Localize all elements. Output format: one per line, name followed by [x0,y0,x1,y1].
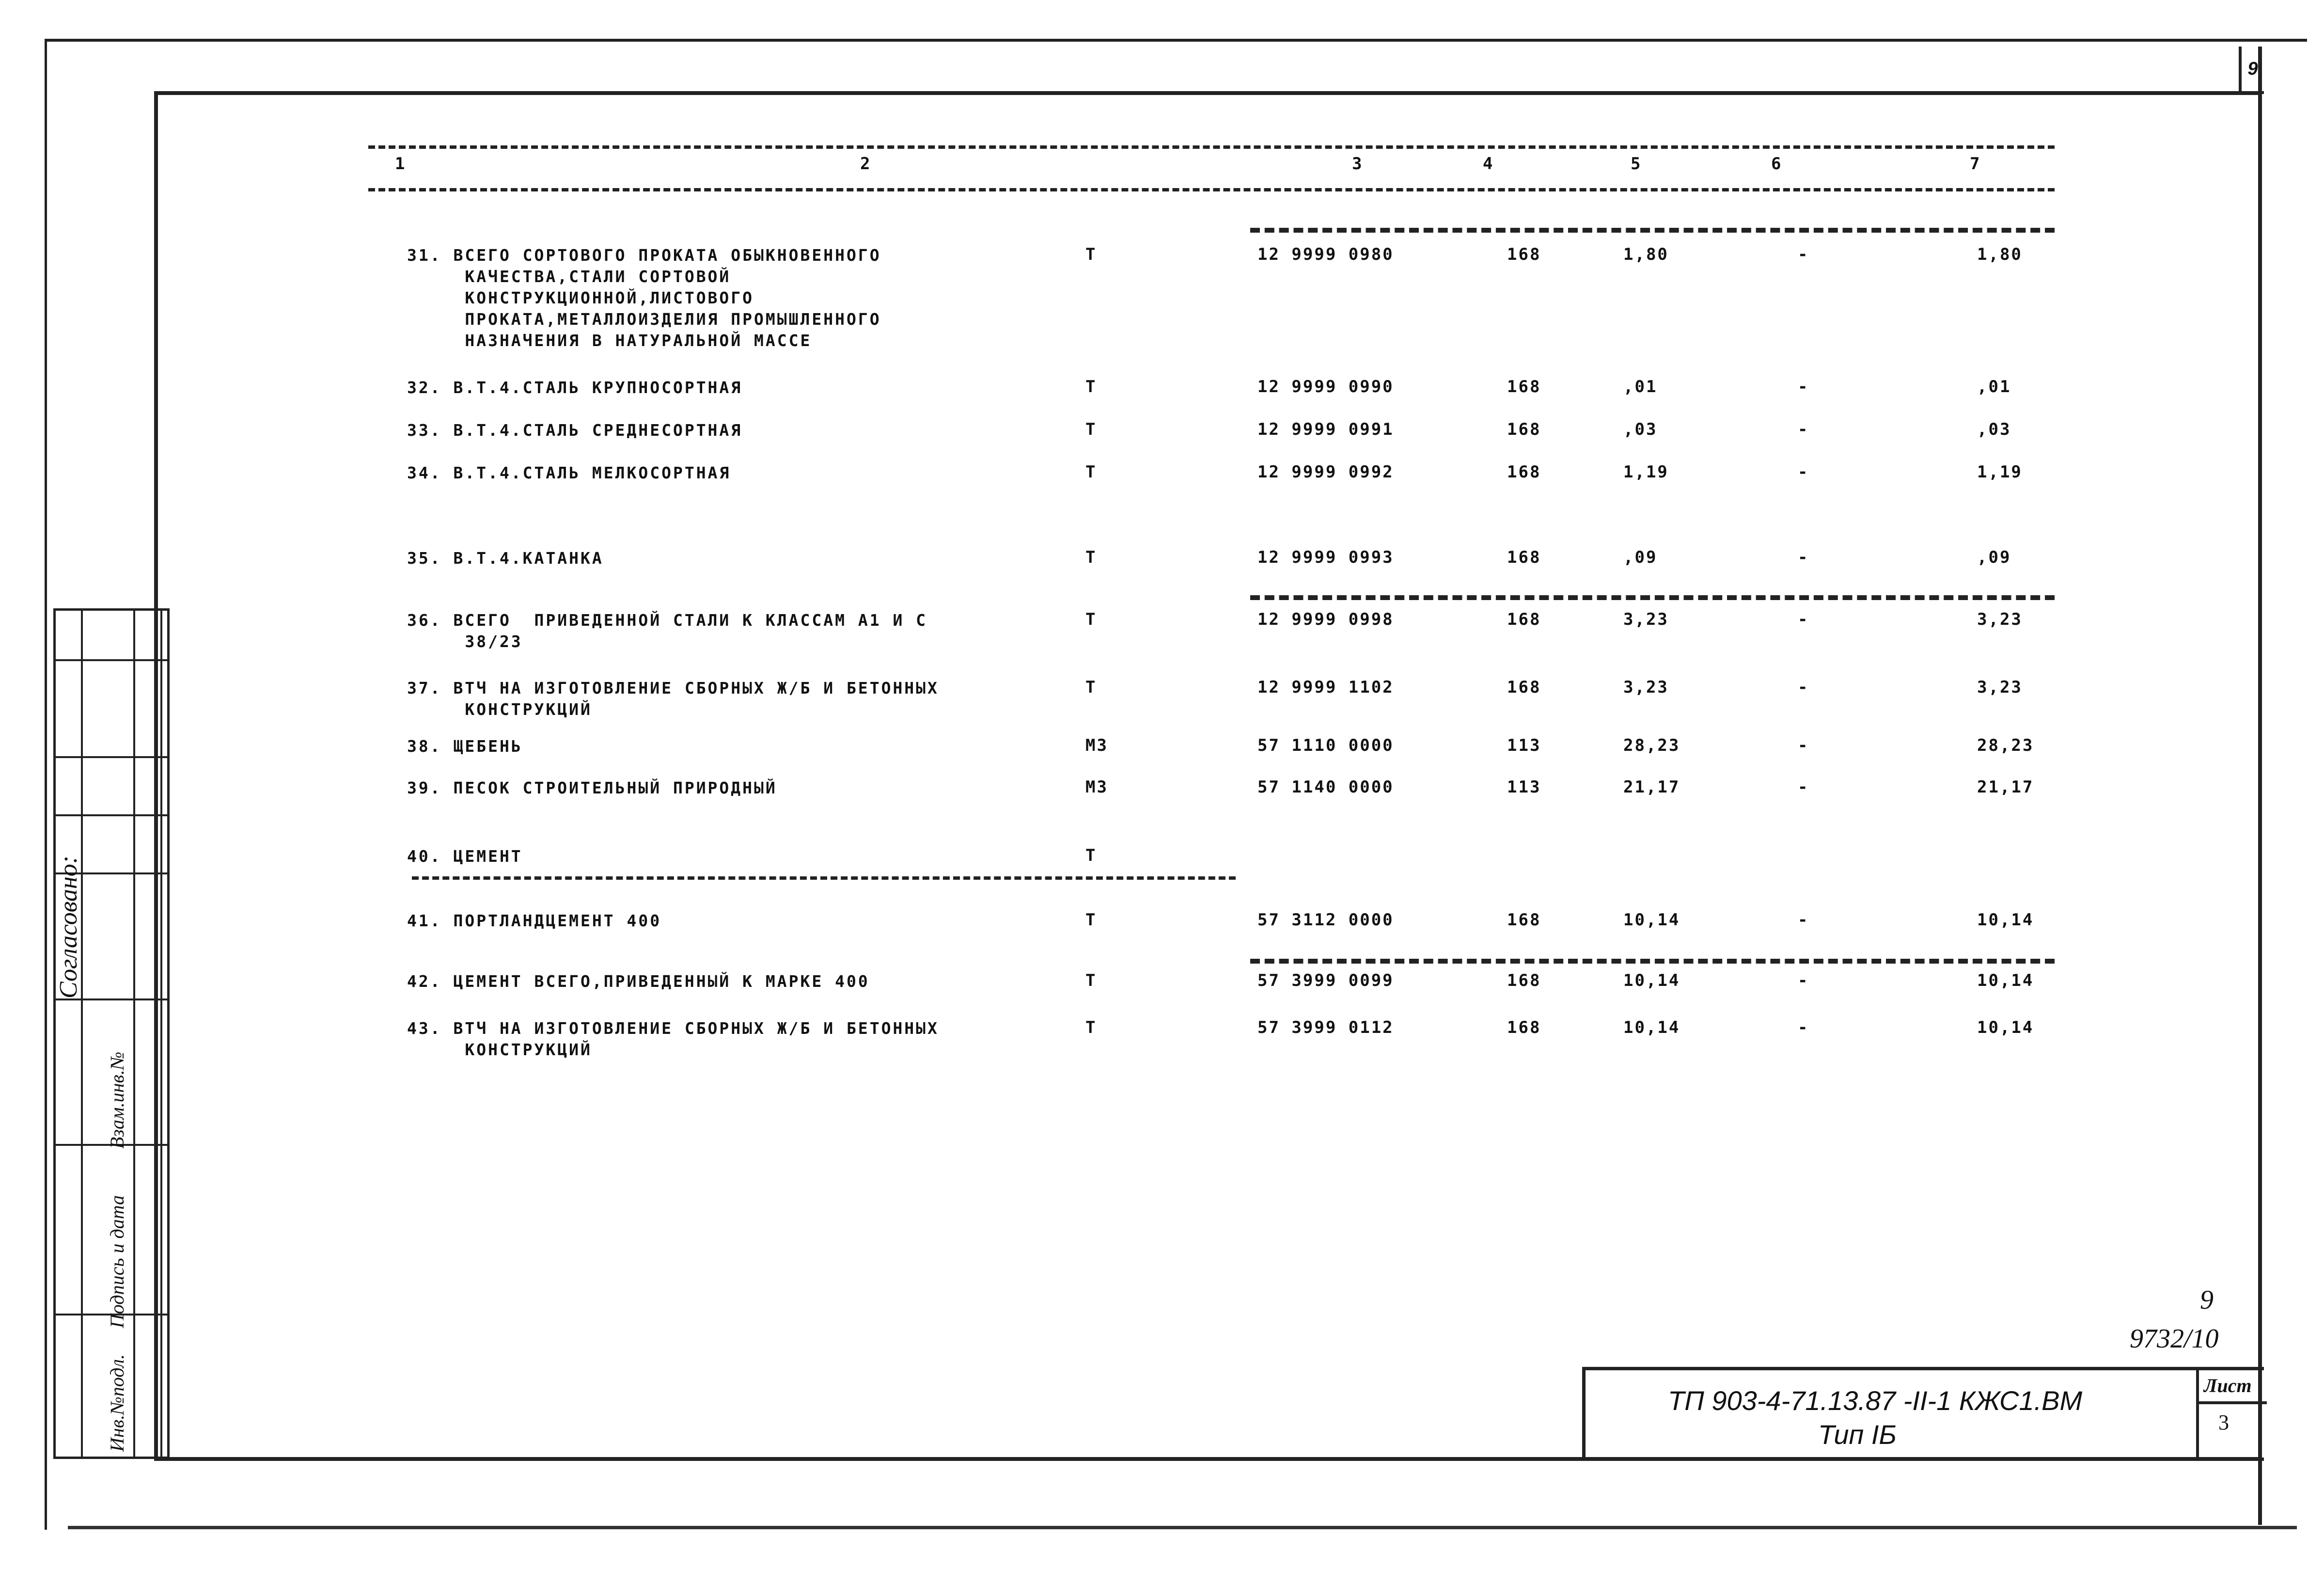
row-unit: Т [1085,462,1097,482]
document-type: Тип IБ [1818,1419,1897,1450]
row-description: 38. ЩЕБЕНЬ [407,737,523,756]
row-description: 40. ЦЕМЕНТ [407,847,523,866]
stamp-divider [56,998,167,1000]
row-col4: 168 [1507,971,1541,990]
row-description: 33. В.Т.4.СТАЛЬ СРЕДНЕСОРТНАЯ [407,421,743,440]
row-col6: - [1798,245,1809,264]
row-col4: 113 [1507,777,1541,797]
row-unit: Т [1085,910,1097,930]
handwritten-reference: 9732/10 [2130,1324,2219,1354]
row-code: 12 9999 0980 [1257,245,1394,264]
col-header-6: 6 [1771,154,1781,174]
row-code: 12 9999 1102 [1257,678,1394,697]
row-unit: Т [1085,678,1097,697]
row-unit: Т [1085,548,1097,567]
row-col6: - [1798,462,1809,482]
row-unit: Т [1085,1018,1097,1037]
row-unit: М3 [1085,736,1108,755]
stamp-agreed-label: Согласовано: [55,855,82,998]
sheet-corner-number: 9 [2239,47,2264,94]
row-col6: - [1798,548,1809,567]
col-header-2: 2 [860,154,870,174]
row-col6: - [1798,610,1809,629]
stamp-vzam-inv-label: Взам.инв.№ [106,1051,128,1149]
stamp-divider [133,611,135,1457]
row-col7: 3,23 [1977,678,2023,697]
row-unit: Т [1085,971,1097,990]
row-col5: 21,17 [1623,777,1680,797]
row-col4: 113 [1507,736,1541,755]
stamp-divider [160,611,162,1457]
row-unit: Т [1085,420,1097,439]
row-code: 12 9999 0993 [1257,548,1394,567]
row-col4: 168 [1507,910,1541,930]
row-col7: 10,14 [1977,910,2034,930]
header-top-rule [368,145,2055,149]
row-col7: ,01 [1977,377,2011,396]
row-unit: Т [1085,377,1097,396]
col-header-4: 4 [1483,154,1493,174]
row-description: 37. ВТЧ НА ИЗГОТОВЛЕНИЕ СБОРНЫХ Ж/Б И БЕТОННЫХ КОНСТРУКЦИЙ [407,679,939,719]
stamp-divider [56,814,167,816]
row-col7: 28,23 [1977,736,2034,755]
row-col5: 3,23 [1623,678,1669,697]
row-col6: - [1798,910,1809,930]
row-col5: 10,14 [1623,971,1680,990]
row-description: 32. В.Т.4.СТАЛЬ КРУПНОСОРТНАЯ [407,378,743,397]
row-col5: 3,23 [1623,610,1669,629]
stamp-divider [56,756,167,758]
col-header-3: 3 [1352,154,1362,174]
row-col4: 168 [1507,420,1541,439]
row-col4: 168 [1507,678,1541,697]
document-code: ТП 903-4-71.13.87 -II-1 КЖС1.ВМ [1668,1385,2083,1416]
row-col5: ,09 [1623,548,1658,567]
row-col4: 168 [1507,610,1541,629]
row-unit: Т [1085,610,1097,629]
sheet-number: 3 [2218,1411,2229,1434]
section-rule [412,876,1236,880]
row-col7: 3,23 [1977,610,2023,629]
sheet-label: Лист [2204,1375,2252,1396]
row-code: 57 1110 0000 [1257,736,1394,755]
stamp-divider [81,611,83,1457]
row-col6: - [1798,736,1809,755]
row-col6: - [1798,971,1809,990]
row-code: 57 3112 0000 [1257,910,1394,930]
row-col5: ,03 [1623,420,1658,439]
total-rule [1250,959,2055,964]
row-code: 12 9999 0991 [1257,420,1394,439]
row-code: 57 3999 0112 [1257,1018,1394,1037]
row-col7: ,03 [1977,420,2011,439]
row-col5: 10,14 [1623,910,1680,930]
row-col7: ,09 [1977,548,2011,567]
row-col5: 28,23 [1623,736,1680,755]
col-header-5: 5 [1631,154,1641,174]
row-description: 36. ВСЕГО ПРИВЕДЕННОЙ СТАЛИ К КЛАССАМ А1 И С 38/23 [407,611,928,651]
row-unit: Т [1085,245,1097,264]
row-col7: 21,17 [1977,777,2034,797]
row-description: 39. ПЕСОК СТРОИТЕЛЬНЫЙ ПРИРОДНЫЙ [407,778,777,797]
row-col7: 10,14 [1977,971,2034,990]
row-col4: 168 [1507,1018,1541,1037]
header-bottom-rule [368,188,2055,191]
row-code: 12 9999 0992 [1257,462,1394,482]
row-col6: - [1798,377,1809,396]
row-col4: 168 [1507,462,1541,482]
total-rule [1250,228,2055,233]
sheet-cell-divider [2199,1401,2267,1404]
row-col5: ,01 [1623,377,1658,396]
col-header-1: 1 [395,154,405,174]
row-col4: 168 [1507,245,1541,264]
row-code: 57 1140 0000 [1257,777,1394,797]
row-code: 12 9999 0998 [1257,610,1394,629]
stamp-sign-date-label: Подпись и дата [106,1195,128,1328]
row-code: 57 3999 0099 [1257,971,1394,990]
row-code: 12 9999 0990 [1257,377,1394,396]
row-col6: - [1798,420,1809,439]
title-block [1582,1367,2264,1461]
row-col6: - [1798,678,1809,697]
side-stamp [53,608,170,1459]
bottom-edge-line [68,1526,2297,1529]
row-description: 42. ЦЕМЕНТ ВСЕГО,ПРИВЕДЕННЫЙ К МАРКЕ 400 [407,972,870,991]
row-unit: Т [1085,846,1097,865]
row-col6: - [1798,777,1809,797]
row-col6: - [1798,1018,1809,1037]
row-col5: 1,19 [1623,462,1669,482]
row-col4: 168 [1507,548,1541,567]
row-description: 35. В.Т.4.КАТАНКА [407,549,604,568]
total-rule [1250,595,2055,600]
handwritten-page-number: 9 [2200,1285,2214,1315]
row-unit: М3 [1085,777,1108,797]
row-description: 43. ВТЧ НА ИЗГОТОВЛЕНИЕ СБОРНЫХ Ж/Б И БЕТОННЫХ КОНСТРУКЦИЙ [407,1019,939,1059]
sheet-cell [2196,1370,2267,1458]
row-col7: 1,80 [1977,245,2023,264]
col-header-7: 7 [1970,154,1980,174]
row-col5: 1,80 [1623,245,1669,264]
row-description: 41. ПОРТЛАНДЦЕМЕНТ 400 [407,911,662,930]
stamp-divider [56,659,167,661]
row-col4: 168 [1507,377,1541,396]
row-col7: 10,14 [1977,1018,2034,1037]
row-description: 31. ВСЕГО СОРТОВОГО ПРОКАТА ОБЫКНОВЕННОГО КАЧЕСТВА,СТАЛИ СОРТОВОЙ КОНСТРУКЦИОННОЙ,ЛИСТОВОГО ПРОКАТА,МЕТАЛЛОИЗДЕЛИЯ ПРОМЫШЛЕННОГО НАЗНАЧЕНИЯ В НАТУРАЛЬНОЙ МАССЕ [407,246,881,350]
row-description: 34. В.Т.4.СТАЛЬ МЕЛКОСОРТНАЯ [407,463,731,482]
row-col5: 10,14 [1623,1018,1680,1037]
stamp-inv-podl-label: Инв.№подл. [106,1354,128,1452]
row-col7: 1,19 [1977,462,2023,482]
